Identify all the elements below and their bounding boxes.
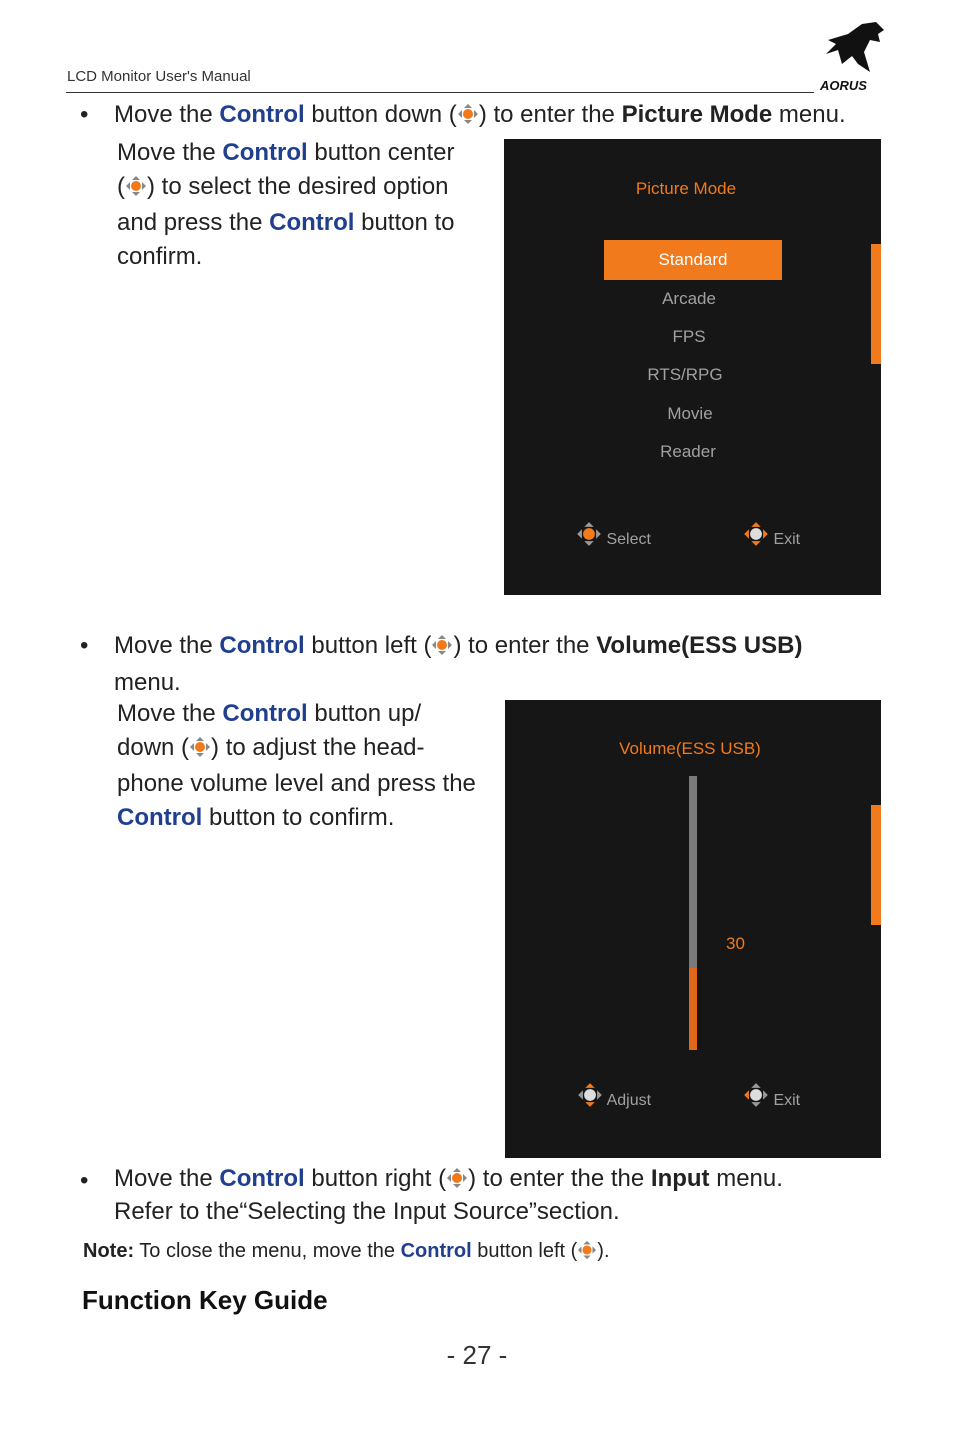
osd-footer-exit: Exit [743,521,800,552]
control-joystick-icon [446,1167,468,1197]
osd-footer-exit: Exit [743,1082,800,1113]
osd-title: Picture Mode [635,179,737,198]
osd-volume-panel [505,700,881,1158]
control-joystick-icon [431,632,453,666]
bullet-dot: • [80,101,89,128]
control-joystick-icon [457,101,479,135]
osd-footer-adjust: Adjust [577,1082,651,1113]
aorus-logo [818,20,888,94]
osd-selected-item[interactable]: Standard [604,240,782,280]
volume-slider-fill [689,968,697,1050]
section-title: Function Key Guide [82,1285,328,1315]
bullet3-text: Move the Control button right ( ) to enter the the Input menu. Refer to the“Selecting the Input Source”section. [114,1165,783,1225]
osd-picture-mode-panel [504,139,881,595]
note: Note: To close the menu, move the Control button left ( ). [83,1240,610,1266]
instruction-paragraph-1: Move the Control button center ( ) to select the desired option and press the Control button to confirm. [117,139,455,270]
brand-wordmark: AORUS [820,78,867,93]
osd-menu-item[interactable]: Arcade [662,289,716,308]
osd-title: Volume(ESS USB) [619,739,761,758]
control-joystick-icon [577,1240,597,1266]
page-number: - 27 - [446,1340,508,1370]
osd-footer-select: Select [576,521,651,552]
manual-title: LCD Monitor User's Manual [67,68,251,85]
control-joystick-icon [125,173,147,207]
bullet-dot: • [80,1167,89,1194]
volume-value: 30 [726,934,745,953]
bullet-dot: • [80,632,89,659]
osd-menu-item[interactable]: FPS [672,327,706,346]
control-joystick-icon [743,1082,769,1113]
bullet2-text: Move the Control button left ( ) to enter the Volume(ESS USB) menu. [114,632,803,696]
control-joystick-icon [743,521,769,552]
osd-side-tab [871,805,881,925]
volume-slider[interactable] [689,776,697,1050]
control-joystick-icon [189,734,211,768]
bullet1-text: Move the Control button down ( ) to enter the Picture Mode menu. [114,98,846,135]
osd-menu-item[interactable]: RTS/RPG [647,365,723,384]
instruction-paragraph-2: Move the Control button up/ down ( ) to adjust the head- phone volume level and press the Control button to confirm. [117,700,476,831]
osd-menu-item[interactable]: Movie [667,404,713,423]
control-joystick-icon [577,1082,603,1113]
header-rule [66,92,814,93]
osd-menu-item[interactable]: Reader [660,442,716,461]
control-joystick-icon [576,521,602,552]
